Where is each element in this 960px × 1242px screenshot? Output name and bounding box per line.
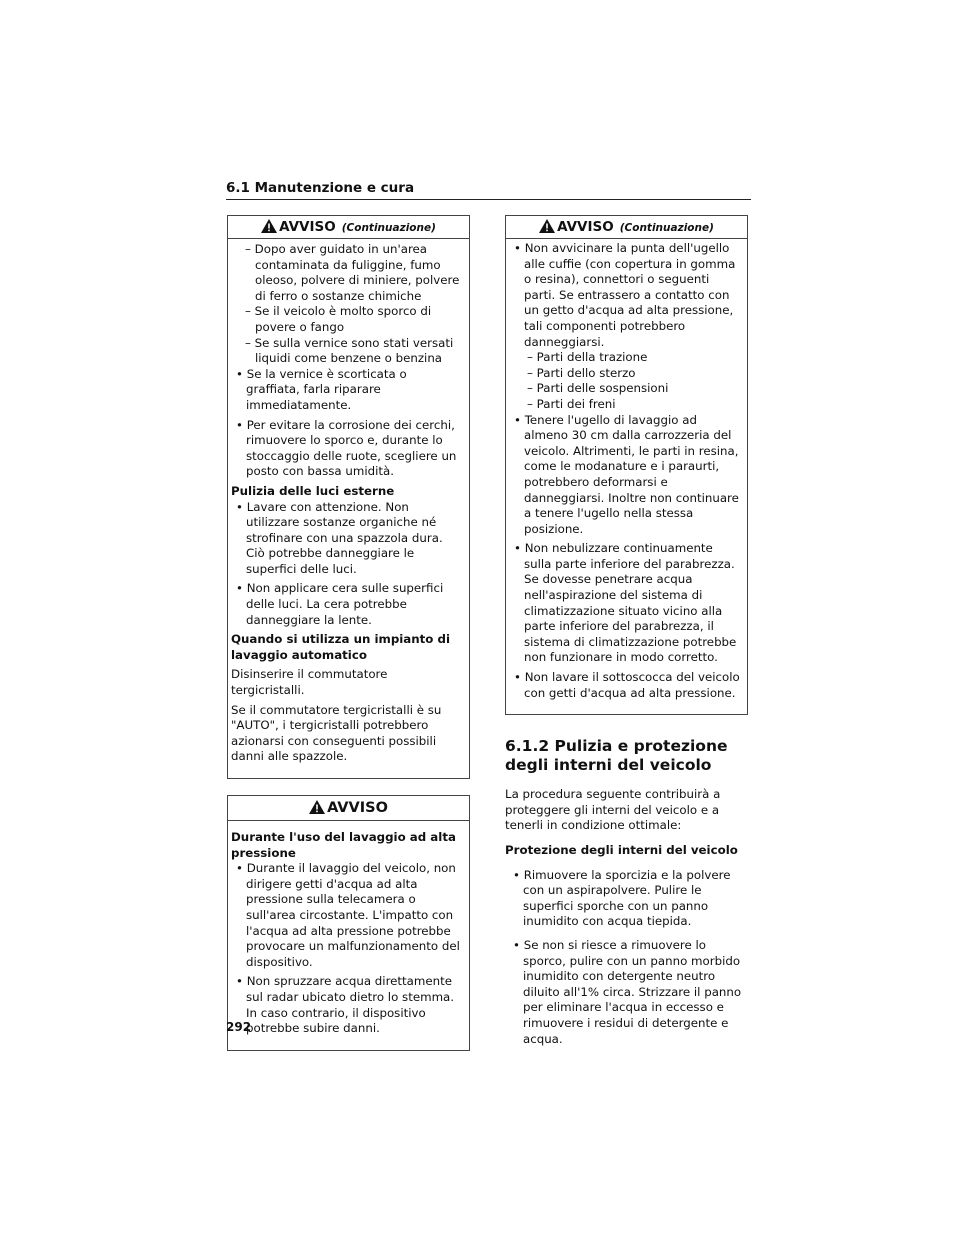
list-item: • Se non si riesce a rimuovere lo sporco, pulire con un panno morbido inumidito con detergente neutro diluito all'1% circa. Strizzare il panno per eliminare l'acqua in eccesso e rimuovere i residui di detergente e acqua.	[513, 937, 742, 1046]
list-item: – Parti dello sterzo	[527, 365, 636, 380]
warning-body	[228, 239, 469, 765]
continued-label: (Continuazione)	[619, 222, 714, 234]
page-number: 292	[226, 1020, 252, 1034]
list-item: • Non applicare cera sulle superfici delle luci. La cera potrebbe danneggiare la lente.	[236, 581, 444, 627]
list-item: – Parti dei freni	[527, 396, 616, 411]
warning-label: AVVISO	[327, 800, 388, 816]
warning-body	[506, 239, 747, 701]
warning-triangle-icon	[539, 219, 555, 233]
list-item: – Parti delle sospensioni	[527, 381, 669, 396]
right-column	[505, 215, 749, 1051]
subheading: Pulizia delle luci esterne	[231, 483, 395, 498]
warning-label: AVVISO	[279, 219, 336, 235]
warning-header	[228, 216, 469, 239]
subheading: Durante l'uso del lavaggio ad alta pressione	[231, 830, 456, 860]
warning-header	[506, 216, 747, 239]
list-item: • Per evitare la corrosione dei cerchi, rimuovere lo sporco e, durante lo stoccaggio delle ruote, scegliere un posto con bassa umidità.	[236, 417, 457, 479]
warning-triangle-icon	[309, 800, 325, 814]
warning-box-continued	[505, 215, 748, 715]
continued-label: (Continuazione)	[341, 222, 436, 234]
warning-label: AVVISO	[557, 219, 614, 235]
list-item: • Durante il lavaggio del veicolo, non dirigere getti d'acqua ad alta pressione sulla telecamera o sull'area circostante. L'impatto con l'acqua ad alta pressione potrebbe provocare un malfunzionamento del dispositivo.	[236, 861, 460, 969]
warning-header	[228, 796, 469, 821]
list-item: – Se sulla vernice sono stati versati liquidi come benzene o benzina	[245, 335, 454, 366]
list-item: • Rimuovere la sporcizia e la polvere con un aspirapolvere. Pulire le superfici sporche con un panno inumidito con acqua tiepida.	[513, 867, 731, 929]
paragraph: Disinserire il commutatore tergicristalli.	[231, 667, 388, 698]
warning-box-continued	[227, 215, 470, 779]
left-column	[227, 215, 471, 1051]
section-title: 6.1.2 Pulizia e protezione degli interni del veicolo	[505, 737, 728, 775]
list-item: • Non nebulizzare continuamente sulla parte inferiore del parabrezza. Se dovesse penetrare acqua nell'aspirazione del sistema di climatizzazione situato vicino alla parte inferiore del parabrezza, il sistema di climatizzazione potrebbe non funzionare in modo corretto.	[514, 541, 737, 665]
list-item: • Se la vernice è scorticata o graffiata, farla riparare immediatamente.	[236, 366, 407, 412]
chapter-header	[226, 180, 751, 200]
subheading: Protezione degli interni del veicolo	[505, 843, 738, 857]
list-item: – Parti della trazione	[527, 350, 648, 365]
list-item: • Tenere l'ugello di lavaggio ad almeno 30 cm dalla carrozzeria del veicolo. Altrimenti, le parti in resina, come le modanature e i paraurti, potrebbero deformarsi e danneggiarsi. Inoltre non continuare a tenere l'ugello nella stessa posizione.	[514, 412, 739, 536]
list-item: – Se il veicolo è molto sporco di povere o fango	[245, 304, 432, 334]
list-item: • Lavare con attenzione. Non utilizzare sostanze organiche né strofinare con una spazzola dura. Ciò potrebbe danneggiare le superfici delle luci.	[236, 499, 443, 576]
warning-triangle-icon	[261, 219, 277, 233]
list-item: • Non avvicinare la punta dell'ugello alle cuffie (con copertura in gomma o resina), connettori o seguenti parti. Se entrassero a contatto con un getto d'acqua ad alta pressione, tali componenti potrebbero danneggiarsi.	[514, 241, 736, 349]
paragraph: Se il commutatore tergicristalli è su "AUTO", i tergicristalli potrebbero azionarsi con conseguenti possibili danni alle spazzole.	[231, 702, 442, 764]
list-item: • Non spruzzare acqua direttamente sul radar ubicato dietro lo stemma. In caso contrario, il dispositivo potrebbe subire danni.	[236, 974, 455, 1036]
warning-body	[228, 821, 469, 1037]
section-intro: La procedura seguente contribuirà a proteggere gli interni del veicolo e a tenerli in condizione ottimale:	[505, 787, 721, 833]
chapter-title: 6.1 Manutenzione e cura	[226, 180, 415, 196]
warning-box	[227, 795, 470, 1051]
list-item: • Non lavare il sottoscocca del veicolo con getti d'acqua ad alta pressione.	[514, 670, 740, 700]
subheading: Quando si utilizza un impianto di lavaggio automatico	[231, 632, 451, 662]
list-item: – Dopo aver guidato in un'area contaminata da fuliggine, fumo oleoso, polvere di miniere, polvere di ferro o sostanze chimiche	[245, 242, 460, 303]
